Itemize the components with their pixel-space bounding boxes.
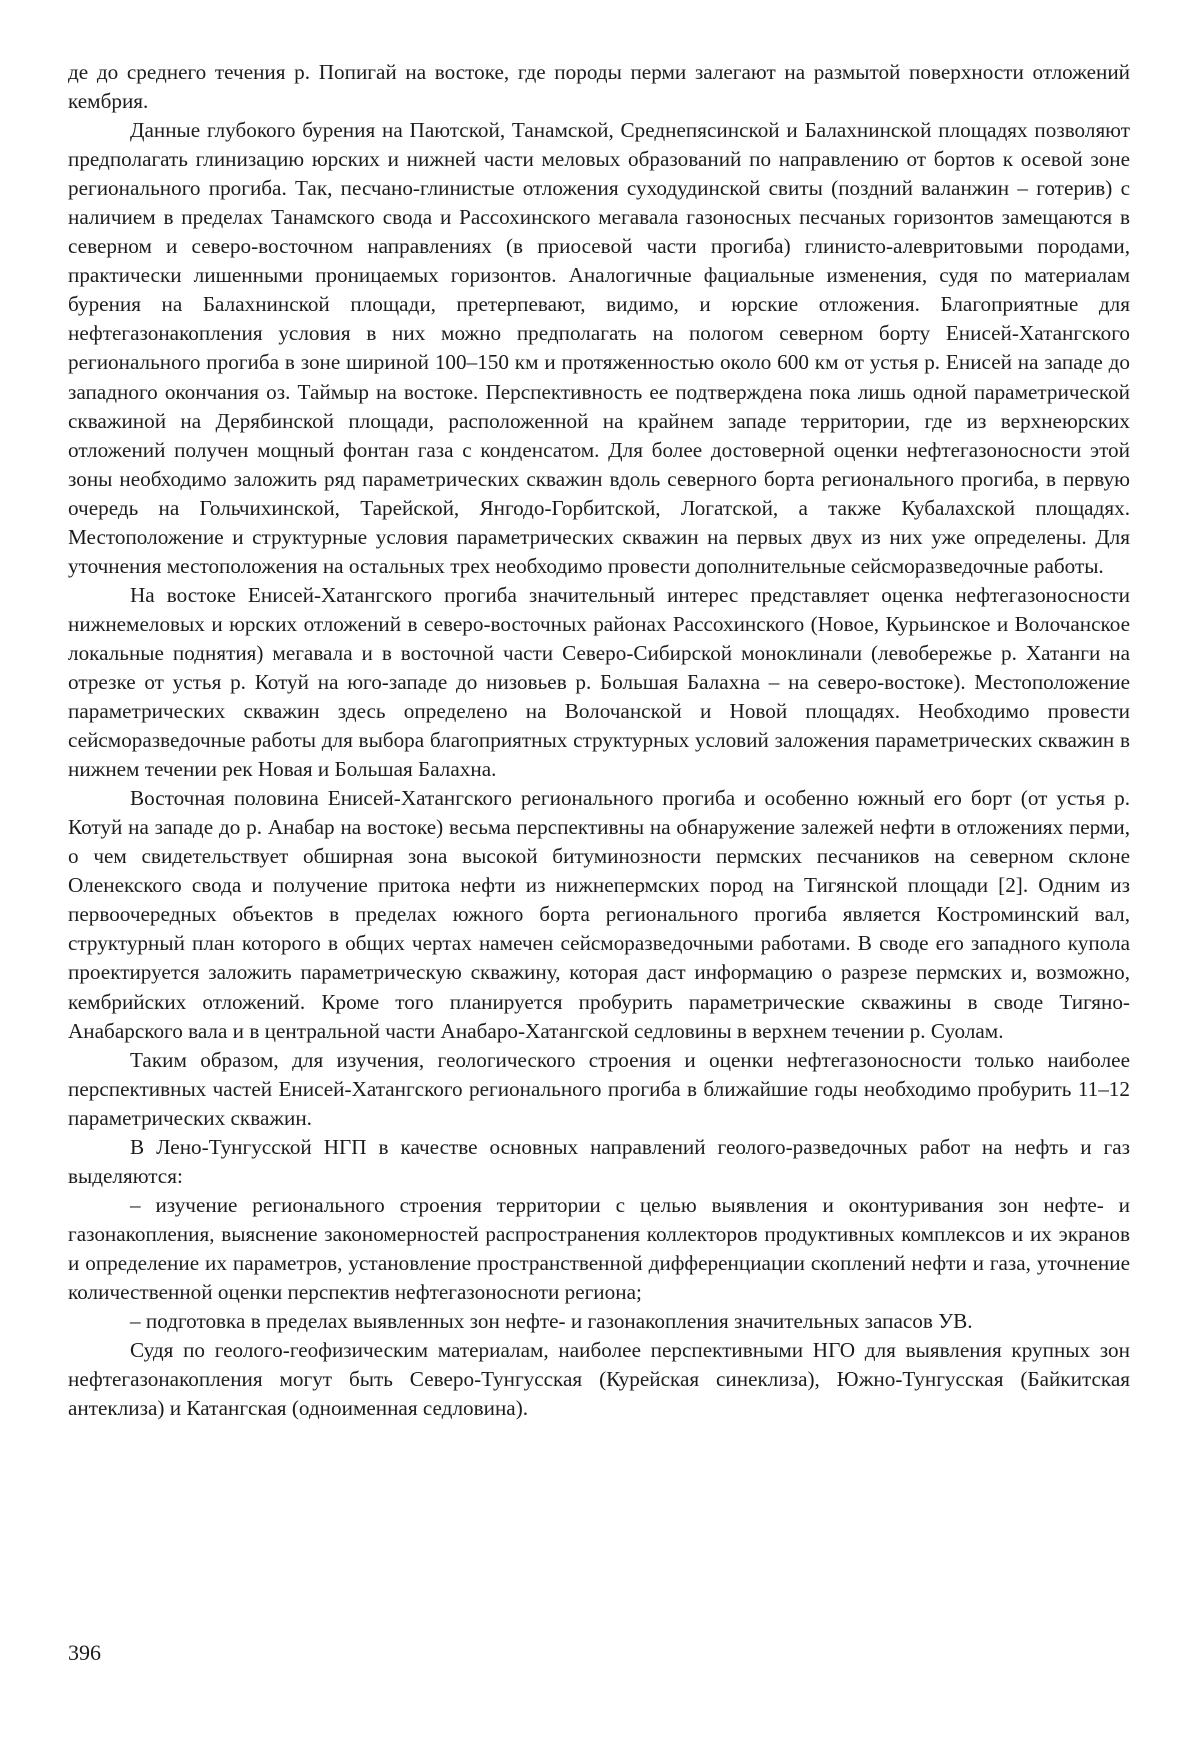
paragraph-leno-tunguska-intro: В Лено-Тунгусской НГП в качестве основных направлений геолого-разведочных работ на нефть и газ выделяются: [68,1134,1130,1188]
list-item-regional-study: – изучение регионального строения территории с целью выявления и оконтуривания зон нефте- и газонакопления, выяснение закономерностей распространения коллекторов продуктивных комплексов и их экранов и определение их параметров, установление пространственной дифференциации скоплений нефти и газа, уточнение количественной оценки перспектив нефтегазоносноти региона; [68,1192,1130,1304]
paragraph-conclusion: Таким образом, для изучения, геологического строения и оценки нефтегазоносности только наиболее перспективных частей Енисей-Хатангского регионального прогиба в ближайшие годы необходимо пробурить 11–12 параметрических скважин. [68,1047,1130,1130]
list-item-reserves: – подготовка в пределах выявленных зон нефте- и газонакопления значительных запасов УВ. [130,1309,973,1334]
page-body [68,58,1130,1423]
paragraph-prospective-areas: Судя по геолого-геофизическим материалам, наиболее перспективными НГО для выявления крупных зон нефтегазонакопления могут быть Северо-Тунгусская (Курейская синеклиза), Южно-Тунгусская (Байкитская антеклиза) и Катангская (одноименная седловина). [68,1338,1130,1421]
page-number: 396 [68,1640,101,1665]
paragraph-eastern-half: Восточная половина Енисей-Хатангского регионального прогиба и особенно южный его борт (от устья р. Котуй на западе до р. Анабар на востоке) весьма перспективны на обнаружение залежей нефти в отложениях перми, о чем свидетельствует обширная зона высокой битуминозности пермских песчаников на северном склоне Оленекского свода и получение притока нефти из нижнепермских пород на Тигянской площади [2]. Одним из первоочередных объектов в пределах южного борта регионального прогиба является Костроминский вал, структурный план которого в общих чертах намечен сейсморазведочными работами. В своде его западного купола проектируется заложить параметрическую скважину, которая даст информацию о разрезе пермских и, возможно, кембрийских отложений. Кроме того планируется пробурить параметрические скважины в своде Тигяно-Анабарского вала и в центральной части Анабаро-Хатангской седловины в верхнем течении р. Суолам. [68,786,1130,1043]
paragraph-east-trough: На востоке Енисей-Хатангского прогиба значительный интерес представляет оценка нефтегазоносности нижнемеловых и юрских отложений в северо-восточных районах Рассохинского (Новое, Курьинское и Волочанское локальные поднятия) мегавала и в восточной части Северо-Сибирской моноклинали (левобережье р. Хатанги на отрезке от устья р. Котуй на юго-западе до низовьев р. Большая Балахна – на северо-востоке). Местоположение параметрических скважин здесь определено на Волочанской и Новой площадях. Необходимо провести сейсморазведочные работы для выбора благоприятных структурных условий заложения параметрических скважин в нижнем течении рек Новая и Большая Балахна. [68,582,1130,782]
paragraph-deep-drilling: Данные глубокого бурения на Паютской, Танамской, Среднепясинской и Балахнинской площадях позволяют предполагать глинизацию юрских и нижней части меловых образований по направлению от бортов к осевой зоне регионального прогиба. Так, песчано-глинистые отложения суходудинской свиты (поздний валанжин – готерив) с наличием в пределах Танамского свода и Рассохинского мегавала газоносных песчаных горизонтов замещаются в северном и северо-восточном направлениях (в приосевой части прогиба) глинисто-алевритовыми породами, практически лишенными проницаемых горизонтов. Аналогичные фациальные изменения, судя по материалам бурения на Балахнинской площади, претерпевают, видимо, и юрские отложения. Благоприятные для нефтегазонакопления условия в них можно предполагать на пологом северном борту Енисей-Хатангского регионального прогиба в зоне шириной 100–150 км и протяженностью около 600 км от устья р. Енисей на западе до западного окончания оз. Таймыр на востоке. Перспективность ее подтверждена пока лишь одной параметрической скважиной на Дерябинской площади, расположенной на крайнем западе территории, где из верхнеюрских отложений получен мощный фонтан газа с конденсатом. Для более достоверной оценки нефтегазоносности этой зоны необходимо заложить ряд параметрических скважин вдоль северного борта регионального прогиба, в первую очередь на Гольчихинской, Тарейской, Янгодо-Горбитской, Логатской, а также Кубалахской площадях. Местоположение и структурные условия параметрических скважин на первых двух из них уже определены. Для уточнения местоположения на остальных трех необходимо провести дополнительные сейсморазведочные работы. [68,118,1130,578]
paragraph-continuation: де до среднего течения р. Попигай на востоке, где породы перми залегают на размытой поверхности отложений кембрия. [68,60,1130,114]
